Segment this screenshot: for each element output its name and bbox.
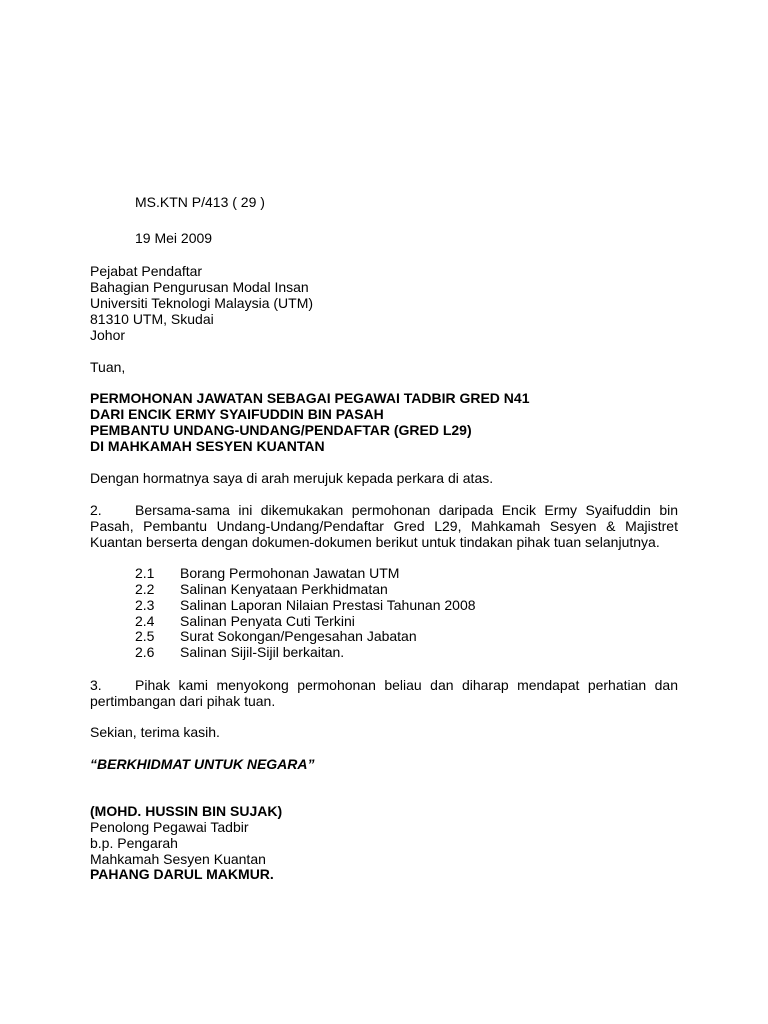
motto: “BERKHIDMAT UNTUK NEGARA” <box>90 756 315 772</box>
signatory-state: PAHANG DARUL MAKMUR. <box>90 866 274 882</box>
list-item-number: 2.6 <box>135 644 155 660</box>
salutation: Tuan, <box>90 359 126 375</box>
letter-date: 19 Mei 2009 <box>135 230 213 246</box>
address-line: Universiti Teknologi Malaysia (UTM) <box>90 295 314 311</box>
address-line: 81310 UTM, Skudai <box>90 311 214 327</box>
paragraph-number: 2. <box>90 502 102 518</box>
reference-number: MS.KTN P/413 ( 29 ) <box>135 194 265 210</box>
signatory-title: Penolong Pegawai Tadbir <box>90 819 249 835</box>
paragraph-3-line: Pihak kami menyokong permohonan beliau dan diharap mendapat perhatian dan <box>135 677 678 693</box>
list-item-number: 2.4 <box>135 613 155 629</box>
subject-line: PERMOHONAN JAWATAN SEBAGAI PEGAWAI TADBIR GRED N41 <box>90 390 530 406</box>
list-item-number: 2.1 <box>135 565 155 581</box>
list-item-number: 2.5 <box>135 628 155 644</box>
list-item: Salinan Sijil-Sijil berkaitan. <box>180 644 345 660</box>
list-item: Surat Sokongan/Pengesahan Jabatan <box>180 628 417 644</box>
opening-sentence: Dengan hormatnya saya di arah merujuk kepada perkara di atas. <box>90 470 494 486</box>
paragraph-number: 3. <box>90 677 102 693</box>
list-item: Salinan Laporan Nilaian Prestasi Tahunan 2008 <box>180 597 476 613</box>
address-line: Johor <box>90 327 126 343</box>
signatory-office: Mahkamah Sesyen Kuantan <box>90 851 266 867</box>
list-item-number: 2.2 <box>135 581 155 597</box>
address-line: Bahagian Pengurusan Modal Insan <box>90 279 309 295</box>
signatory-on-behalf: b.p. Pengarah <box>90 835 178 851</box>
address-line: Pejabat Pendaftar <box>90 263 203 279</box>
list-item: Salinan Kenyataan Perkhidmatan <box>180 581 388 597</box>
list-item: Salinan Penyata Cuti Terkini <box>180 613 355 629</box>
closing-remark: Sekian, terima kasih. <box>90 724 220 740</box>
list-item-number: 2.3 <box>135 597 155 613</box>
paragraph-3-line: pertimbangan dari pihak tuan. <box>90 693 276 709</box>
signatory-name: (MOHD. HUSSIN BIN SUJAK) <box>90 803 283 819</box>
paragraph-2-line: Kuantan berserta dengan dokumen-dokumen berikut untuk tindakan pihak tuan selanjutnya. <box>90 534 660 550</box>
list-item: Borang Permohonan Jawatan UTM <box>180 565 400 581</box>
subject-line: PEMBANTU UNDANG-UNDANG/PENDAFTAR (GRED L29) <box>90 422 472 438</box>
subject-line: DI MAHKAMAH SESYEN KUANTAN <box>90 438 325 454</box>
paragraph-2-line: Bersama-sama ini dikemukakan permohonan daripada Encik Ermy Syaifuddin bin <box>135 502 678 518</box>
paragraph-2-line: Pasah, Pembantu Undang-Undang/Pendaftar Gred L29, Mahkamah Sesyen & Majistret <box>90 518 678 534</box>
subject-line: DARI ENCIK ERMY SYAIFUDDIN BIN PASAH <box>90 406 384 422</box>
